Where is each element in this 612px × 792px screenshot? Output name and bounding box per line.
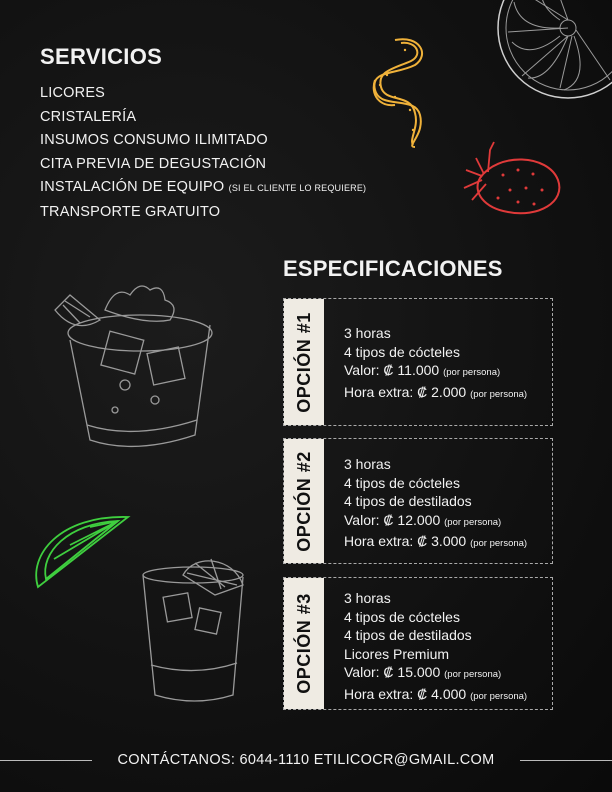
orange-peel-icon bbox=[365, 35, 440, 150]
detail-line: 4 tipos de cócteles bbox=[344, 474, 460, 491]
detail-line: 4 tipos de destilados bbox=[344, 627, 472, 643]
cocktail-glass-icon bbox=[45, 265, 225, 465]
footer-rule-right bbox=[520, 760, 612, 761]
detail-line: 4 tipos de destilados bbox=[344, 493, 472, 509]
option-details bbox=[344, 324, 548, 404]
option-card-1 bbox=[283, 298, 553, 426]
list-item: TRANSPORTE GRATUITO bbox=[40, 203, 221, 220]
list-item: INSUMOS CONSUMO ILIMITADO bbox=[40, 132, 268, 148]
option-tab bbox=[284, 439, 324, 563]
detail-line: Hora extra: ₡ 4.000 (por persona) bbox=[344, 685, 528, 702]
option-tab bbox=[284, 299, 324, 425]
list-item: CITA PREVIA DE DEGUSTACIÓN bbox=[40, 155, 267, 172]
lemon-slice-icon bbox=[490, 0, 612, 110]
detail-line: 3 horas bbox=[344, 325, 391, 341]
option-card-2 bbox=[283, 438, 553, 564]
option-card-3 bbox=[283, 577, 553, 710]
detail-line: Licores Premium bbox=[344, 645, 450, 662]
option-label: OPCIÓN #1 bbox=[293, 311, 314, 413]
detail-line: Hora extra: ₡ 3.000 (por persona) bbox=[344, 533, 528, 549]
option-label: OPCIÓN #2 bbox=[293, 450, 314, 552]
detail-line: Valor: ₡ 15.000 (por persona) bbox=[344, 664, 502, 680]
footer bbox=[0, 750, 612, 770]
detail-line: 4 tipos de cócteles bbox=[344, 608, 460, 625]
contact-text: CONTÁCTANOS: 6044-1110 ETILICOCR@GMAIL.COM bbox=[117, 752, 495, 768]
option-details bbox=[344, 455, 548, 554]
option-label: OPCIÓN #3 bbox=[293, 593, 314, 694]
option-details bbox=[344, 589, 548, 706]
detail-line: Valor: ₡ 11.000 (por persona) bbox=[344, 362, 501, 378]
services-list bbox=[40, 82, 366, 224]
detail-line: Valor: ₡ 12.000 (por persona) bbox=[344, 511, 502, 528]
list-item: INSTALACIÓN DE EQUIPO (SI EL CLIENTE LO REQUIERE) bbox=[40, 179, 367, 195]
detail-line: 3 horas bbox=[344, 456, 391, 472]
lime-wedge-icon bbox=[30, 505, 135, 595]
option-tab bbox=[284, 578, 324, 709]
specs-title: ESPECIFICACIONES bbox=[283, 256, 503, 281]
services-title: SERVICIOS bbox=[40, 44, 163, 69]
detail-line: Hora extra: ₡ 2.000 (por persona) bbox=[344, 383, 528, 400]
shot-glass-icon bbox=[125, 555, 255, 715]
list-item: LICORES bbox=[40, 85, 106, 101]
list-item: CRISTALERÍA bbox=[40, 108, 137, 125]
detail-line: 4 tipos de cócteles bbox=[344, 343, 460, 360]
detail-line: 3 horas bbox=[344, 590, 391, 606]
strawberry-icon bbox=[458, 140, 568, 225]
item-note: (SI EL CLIENTE LO REQUIERE) bbox=[228, 183, 367, 193]
